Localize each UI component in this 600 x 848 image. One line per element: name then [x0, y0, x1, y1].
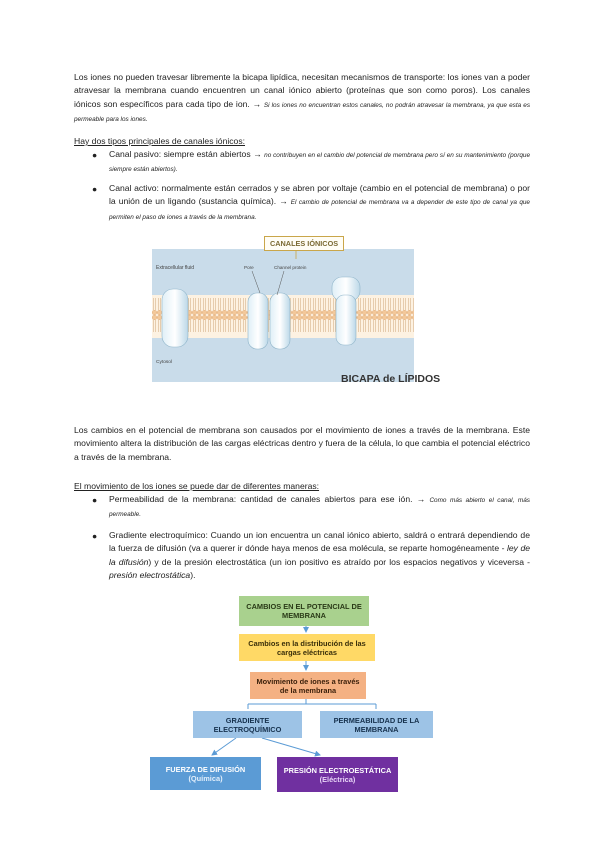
- flow-box-gradiente: GRADIENTE ELECTROQUÍMICO: [193, 711, 302, 738]
- arrow-3-split: [248, 699, 376, 709]
- gradiente-text-a: Gradiente electroquímico: Cuando un ion encuentra un canal iónico abierto, saldrá o entrará dependiendo de la fuerza de difusión (va a querer ir dónde haya menos de esa molécula, se reparte homogéneamente -: [109, 530, 530, 554]
- fuerza-difusion-sub: (Química): [188, 773, 223, 783]
- paragraph-cambios: Los cambios en el potencial de membrana son causados por el movimiento de iones a través de la membrana. Este movimiento altera la distribución de las cargas eléctricas dentro y fuera de la célula, lo que cambia el potencial eléctrico a través de la membrana.: [74, 425, 530, 462]
- presion-title: PRESIÓN ELECTROESTÁTICA: [283, 765, 392, 775]
- list-item-permeabilidad: [109, 493, 530, 522]
- gradiente-italic-a: ley de la difusión: [109, 543, 531, 567]
- intro-paragraph: [74, 71, 530, 127]
- gradiente-text-c: ).: [190, 570, 196, 581]
- list-item-canal-activo: [109, 182, 530, 224]
- list-item-gradiente: [109, 529, 530, 583]
- flow-box-cambios-distribucion: Cambios en la distribución de las cargas eléctricas: [239, 634, 375, 661]
- permeabilidad-note: Como más abierto el canal, más permeable.: [109, 497, 530, 519]
- intro-note: Si los iones no encuentran estos canales, no podrán atravesar la membrana, ya que esta es permeable para los iones.: [74, 101, 531, 124]
- flow-box-cambios-potencial: CAMBIOS EN EL POTENCIAL DE MEMBRANA: [239, 596, 369, 626]
- section1-heading: Hay dos tipos principales de canales iónicos:: [74, 136, 246, 146]
- canal-activo-text: Canal activo: normalmente están cerrados y se abren por voltaje (cambio en el potencial de membrana) o por la unión de un ligando (sustancia química). →: [109, 183, 530, 207]
- figure-title: CANALES IÓNICOS: [264, 236, 344, 251]
- gradiente-italic-b: presión electrostática: [109, 570, 191, 581]
- canal-pasivo-text: Canal pasivo: siempre están abiertos →: [109, 149, 262, 159]
- bullet-marker: ●: [92, 184, 98, 194]
- permeabilidad-text: Permeabilidad de la membrana: cantidad de canales abiertos para ese ión. →: [109, 494, 426, 504]
- section2-heading: El movimiento de los iones se puede dar de diferentes maneras:: [74, 481, 320, 491]
- presion-sub: (Eléctrica): [319, 774, 356, 784]
- figure-bicapa-label: BICAPA de LÍPIDOS: [341, 373, 441, 385]
- pore-label: Pore: [244, 265, 254, 270]
- bullet-marker: ●: [92, 150, 98, 160]
- cytosol-label: Cytosol: [156, 360, 172, 365]
- extracellular-region: [152, 249, 414, 295]
- flow-box-movimiento-iones: Movimiento de iones a través de la membrana: [250, 672, 366, 699]
- arrow-4-7: [262, 738, 320, 755]
- channel-protein-right: [332, 277, 360, 345]
- ion-channel-figure: [152, 235, 414, 390]
- canal-activo-note: El cambio de potencial de membrana va a depender de este tipo de canal ya que permiten el paso de iones a través de la membrana.: [109, 199, 530, 221]
- intro-text: Los iones no pueden travesar libremente la bicapa lipídica, necesitan mecanismos de transporte: los iones van a poder atravesar la membrana cuando encuentren un canal iónico abierto (proteínas que son como poros). Los canales iónicos son específicos para cada tipo de ion. →: [74, 72, 530, 109]
- channel-protein-label: Channel protein: [274, 265, 307, 270]
- bullet-marker: ●: [92, 531, 98, 541]
- gradiente-text-b: ) y de la presión electrostática (un ion positivo es atraído por los espacios negativos y viceversa -: [148, 556, 530, 567]
- flow-box-permeabilidad: PERMEABILIDAD DE LA MEMBRANA: [320, 711, 433, 738]
- channel-protein-left: [162, 289, 188, 347]
- extracellular-label: Extracellular fluid: [156, 265, 195, 271]
- flow-box-fuerza-difusion: [150, 757, 261, 790]
- bullet-marker: ●: [92, 495, 98, 505]
- fuerza-difusion-title: FUERZA DE DIFUSIÓN: [165, 764, 246, 774]
- arrow-4-6: [212, 738, 236, 755]
- flow-box-presion: [277, 757, 398, 792]
- list-item-canal-pasivo: [109, 148, 530, 177]
- canal-pasivo-note: no contribuyen en el cambio del potencial de membrana pero sí en su mantenimiento (porque siempre están abiertos).: [109, 152, 530, 174]
